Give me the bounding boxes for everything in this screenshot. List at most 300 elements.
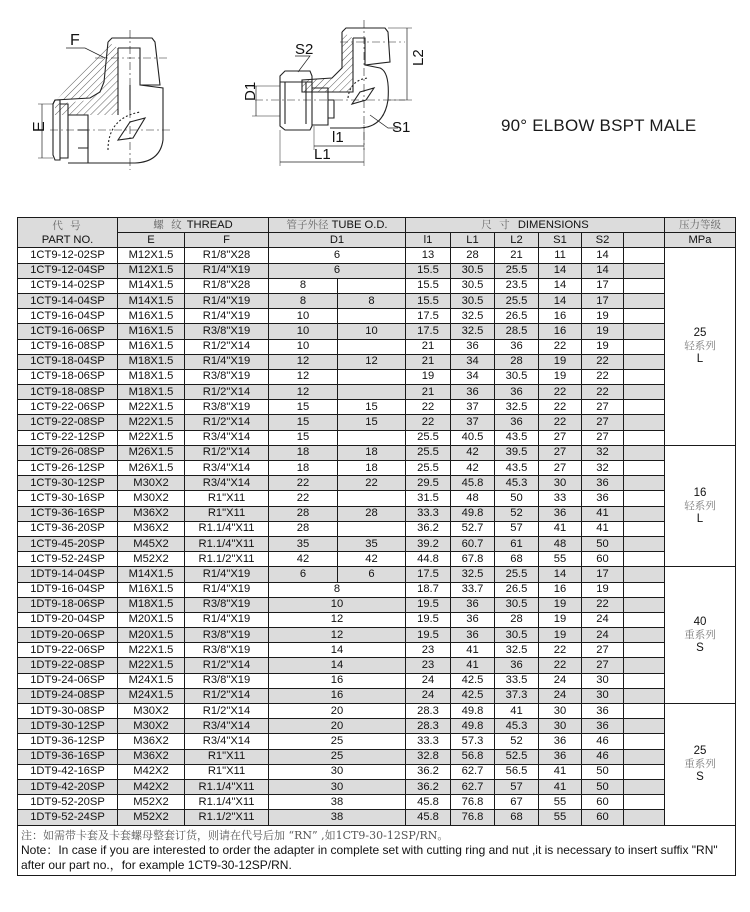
cell-thread-F: R1"X11 — [185, 764, 269, 779]
cell-S1: 14 — [539, 567, 582, 582]
cell-S2: 19 — [582, 309, 624, 324]
cell-part-no: 1DT9-36-16SP — [18, 749, 118, 764]
cell-D1: 25 — [269, 734, 406, 749]
cell-S2: 36 — [582, 491, 624, 506]
header-part-no — [18, 218, 118, 248]
cell-l1: 28.3 — [406, 719, 451, 734]
cell-S2: 41 — [582, 506, 624, 521]
product-title: 90° ELBOW BSPT MALE — [501, 116, 697, 135]
series-code: L — [696, 353, 704, 366]
cell-blank — [624, 688, 665, 703]
cell-l1: 15.5 — [406, 263, 451, 278]
cell-blank — [624, 324, 665, 339]
note-row — [18, 825, 736, 875]
cell-L2: 30.5 — [495, 597, 539, 612]
cell-S2: 32 — [582, 461, 624, 476]
cell-L2: 45.3 — [495, 476, 539, 491]
cell-blank — [624, 369, 665, 384]
cell-S2: 27 — [582, 643, 624, 658]
cell-l1: 33.3 — [406, 734, 451, 749]
cell-thread-F: R1.1/2"X11 — [185, 810, 269, 825]
cell-L1: 34 — [451, 354, 495, 369]
cell-part-no: 1CT9-22-06SP — [18, 400, 118, 415]
cell-L1: 37 — [451, 415, 495, 430]
cell-thread-E: M36X2 — [118, 506, 185, 521]
series-name-zh: 轻系列 — [684, 340, 716, 353]
cell-l1: 15.5 — [406, 293, 451, 308]
cell-S1: 24 — [539, 688, 582, 703]
cell-part-no: 1CT9-14-02SP — [18, 278, 118, 293]
cell-part-no: 1DT9-42-20SP — [18, 779, 118, 794]
table-row — [18, 658, 736, 673]
cell-D1-b: 12 — [338, 354, 406, 369]
cell-S2: 32 — [582, 445, 624, 460]
header-thread-en: THREAD — [186, 218, 233, 231]
cell-part-no: 1CT9-45-20SP — [18, 536, 118, 551]
cell-L2: 56.5 — [495, 764, 539, 779]
cell-thread-E: M18X1.5 — [118, 385, 185, 400]
cell-l1: 44.8 — [406, 552, 451, 567]
cell-part-no: 1CT9-18-08SP — [18, 385, 118, 400]
cell-D1-a: 10 — [269, 309, 338, 324]
cell-blank — [624, 719, 665, 734]
cell-part-no: 1CT9-36-20SP — [18, 521, 118, 536]
cell-S2: 22 — [582, 354, 624, 369]
cell-S2: 36 — [582, 704, 624, 719]
cell-thread-E: M52X2 — [118, 552, 185, 567]
header-MPa: MPa — [665, 233, 736, 248]
cell-blank — [624, 506, 665, 521]
cell-thread-E: M30X2 — [118, 719, 185, 734]
table-row — [18, 263, 736, 278]
cell-L2: 28.5 — [495, 324, 539, 339]
cell-l1: 28.3 — [406, 704, 451, 719]
cell-l1: 23 — [406, 658, 451, 673]
cell-part-no: 1CT9-36-16SP — [18, 506, 118, 521]
cell-L2: 30.5 — [495, 369, 539, 384]
cell-blank — [624, 795, 665, 810]
cell-thread-F: R3/8"X19 — [185, 597, 269, 612]
cell-S1: 48 — [539, 536, 582, 551]
cell-D1-a: 10 — [269, 339, 338, 354]
table-row — [18, 415, 736, 430]
cell-l1: 19.5 — [406, 597, 451, 612]
cell-D1-a: 8 — [269, 293, 338, 308]
cell-S1: 19 — [539, 628, 582, 643]
cell-L1: 41 — [451, 658, 495, 673]
cell-D1-b: 42 — [338, 552, 406, 567]
table-row — [18, 354, 736, 369]
cell-S2: 19 — [582, 339, 624, 354]
cell-thread-E: M18X1.5 — [118, 354, 185, 369]
cell-thread-F: R1/4"X19 — [185, 309, 269, 324]
table-row — [18, 445, 736, 460]
cell-blank — [624, 628, 665, 643]
cell-part-no: 1CT9-22-12SP — [18, 430, 118, 445]
cell-l1: 19 — [406, 369, 451, 384]
cell-S2: 19 — [582, 324, 624, 339]
cell-S1: 27 — [539, 430, 582, 445]
cell-S1: 41 — [539, 521, 582, 536]
cell-D1-a: 15 — [269, 415, 338, 430]
cell-L1: 33.7 — [451, 582, 495, 597]
header-D1: D1 — [269, 233, 406, 248]
cell-part-no: 1CT9-52-24SP — [18, 552, 118, 567]
cell-L2: 50 — [495, 491, 539, 506]
cell-blank — [624, 704, 665, 719]
header-F: F — [185, 233, 269, 248]
cell-S1: 22 — [539, 339, 582, 354]
cell-thread-E: M22X1.5 — [118, 400, 185, 415]
table-row — [18, 324, 736, 339]
table-row — [18, 795, 736, 810]
cell-l1: 23 — [406, 643, 451, 658]
cell-thread-E: M14X1.5 — [118, 278, 185, 293]
cell-D1: 38 — [269, 795, 406, 810]
cell-L1: 36 — [451, 339, 495, 354]
cell-thread-F: R1.1/2"X11 — [185, 552, 269, 567]
cell-D1: 10 — [269, 597, 406, 612]
cell-S1: 22 — [539, 658, 582, 673]
cell-L1: 48 — [451, 491, 495, 506]
cell-L2: 23.5 — [495, 278, 539, 293]
cell-l1: 17.5 — [406, 324, 451, 339]
cell-L1: 42 — [451, 461, 495, 476]
spec-table — [17, 217, 736, 876]
cell-S1: 30 — [539, 719, 582, 734]
cell-L1: 49.8 — [451, 719, 495, 734]
table-row — [18, 521, 736, 536]
note-en: Note：In case if you are interested to order the adapter in complete set with cutting ring and nut ,it is necessary to insert suffix "RN" after our part no.，for example 1CT9-30-12SP/RN. — [21, 842, 718, 872]
cell-thread-F: R1/2"X14 — [185, 658, 269, 673]
cell-thread-E: M20X1.5 — [118, 612, 185, 627]
table-row — [18, 749, 736, 764]
cell-blank — [624, 521, 665, 536]
cell-thread-E: M30X2 — [118, 476, 185, 491]
cell-S1: 19 — [539, 369, 582, 384]
cell-part-no: 1DT9-14-04SP — [18, 567, 118, 582]
cell-L2: 45.3 — [495, 719, 539, 734]
cell-L1: 52.7 — [451, 521, 495, 536]
cell-L2: 68 — [495, 810, 539, 825]
header-L2: L2 — [495, 233, 539, 248]
pressure-value: 25 — [693, 327, 707, 340]
cell-part-no: 1DT9-20-06SP — [18, 628, 118, 643]
pressure-group-cell — [665, 704, 736, 826]
cell-S2: 30 — [582, 673, 624, 688]
table-row — [18, 293, 736, 308]
cell-l1: 18.7 — [406, 582, 451, 597]
cell-thread-F: R3/4"X14 — [185, 430, 269, 445]
cell-blank — [624, 309, 665, 324]
cell-part-no: 1DT9-30-12SP — [18, 719, 118, 734]
cell-S1: 14 — [539, 278, 582, 293]
table-row — [18, 643, 736, 658]
header-row-2 — [18, 233, 736, 248]
header-l1: l1 — [406, 233, 451, 248]
cell-D1-a: 15 — [269, 400, 338, 415]
cell-D1: 6 — [269, 263, 406, 278]
cell-l1: 25.5 — [406, 430, 451, 445]
cell-L2: 26.5 — [495, 309, 539, 324]
cell-l1: 39.2 — [406, 536, 451, 551]
table-row — [18, 719, 736, 734]
cell-D1-a: 18 — [269, 445, 338, 460]
cell-part-no: 1CT9-18-06SP — [18, 369, 118, 384]
cell-thread-F: R1"X11 — [185, 506, 269, 521]
cell-L1: 62.7 — [451, 764, 495, 779]
cell-part-no: 1DT9-24-06SP — [18, 673, 118, 688]
cell-L2: 25.5 — [495, 263, 539, 278]
cell-L2: 28 — [495, 612, 539, 627]
pressure-group-cell — [665, 248, 736, 445]
cell-thread-E: M16X1.5 — [118, 324, 185, 339]
cell-S1: 41 — [539, 764, 582, 779]
cell-l1: 24 — [406, 673, 451, 688]
cell-thread-E: M16X1.5 — [118, 309, 185, 324]
cell-part-no: 1DT9-42-16SP — [18, 764, 118, 779]
header-tube-od — [269, 218, 406, 233]
cell-D1-b — [338, 491, 406, 506]
cell-thread-E: M26X1.5 — [118, 445, 185, 460]
label-E: E — [31, 121, 48, 132]
series-name-zh: 重系列 — [684, 757, 716, 770]
pressure-value: 16 — [693, 486, 707, 499]
cell-thread-E: M22X1.5 — [118, 415, 185, 430]
cell-part-no: 1CT9-30-12SP — [18, 476, 118, 491]
cell-S2: 46 — [582, 734, 624, 749]
cell-L1: 49.8 — [451, 506, 495, 521]
cell-S2: 22 — [582, 597, 624, 612]
cell-L2: 52.5 — [495, 749, 539, 764]
cell-part-no: 1DT9-24-08SP — [18, 688, 118, 703]
header-dimensions — [406, 218, 665, 233]
cell-thread-E: M42X2 — [118, 779, 185, 794]
cell-thread-E: M14X1.5 — [118, 293, 185, 308]
cell-D1-a: 10 — [269, 324, 338, 339]
cell-thread-E: M12X1.5 — [118, 263, 185, 278]
cell-L1: 40.5 — [451, 430, 495, 445]
cell-blank — [624, 445, 665, 460]
cell-L2: 36 — [495, 658, 539, 673]
cell-l1: 21 — [406, 354, 451, 369]
header-thread — [118, 218, 269, 233]
cell-D1-a: 8 — [269, 278, 338, 293]
cell-L1: 32.5 — [451, 324, 495, 339]
cell-D1: 20 — [269, 719, 406, 734]
cell-L2: 37.3 — [495, 688, 539, 703]
header-E: E — [118, 233, 185, 248]
header-S2: S2 — [582, 233, 624, 248]
table-row — [18, 567, 736, 582]
series-name-zh: 轻系列 — [684, 499, 716, 512]
cell-thread-F: R1/4"X19 — [185, 567, 269, 582]
cell-l1: 22 — [406, 415, 451, 430]
cell-L2: 52 — [495, 506, 539, 521]
cell-blank — [624, 491, 665, 506]
cell-D1-b — [338, 385, 406, 400]
cell-S1: 27 — [539, 461, 582, 476]
cell-L2: 43.5 — [495, 430, 539, 445]
table-row — [18, 734, 736, 749]
cell-D1: 20 — [269, 704, 406, 719]
cell-thread-F: R1/4"X19 — [185, 582, 269, 597]
table-row — [18, 673, 736, 688]
cell-thread-F: R3/4"X14 — [185, 719, 269, 734]
label-L2: L2 — [410, 49, 427, 66]
cell-thread-E: M30X2 — [118, 704, 185, 719]
cell-D1: 16 — [269, 688, 406, 703]
cell-S2: 24 — [582, 612, 624, 627]
cell-S2: 17 — [582, 278, 624, 293]
cell-part-no: 1CT9-12-02SP — [18, 248, 118, 263]
cell-S1: 19 — [539, 354, 582, 369]
cell-l1: 19.5 — [406, 628, 451, 643]
table-row — [18, 597, 736, 612]
cell-blank — [624, 461, 665, 476]
label-F: F — [70, 32, 80, 49]
cell-S1: 16 — [539, 309, 582, 324]
cell-blank — [624, 278, 665, 293]
table-row — [18, 369, 736, 384]
cell-L1: 32.5 — [451, 309, 495, 324]
cell-thread-F: R3/8"X19 — [185, 369, 269, 384]
cell-L2: 30.5 — [495, 628, 539, 643]
cell-L2: 32.5 — [495, 400, 539, 415]
cell-thread-E: M36X2 — [118, 734, 185, 749]
cell-part-no: 1CT9-16-06SP — [18, 324, 118, 339]
cell-part-no: 1DT9-30-08SP — [18, 704, 118, 719]
cell-S1: 36 — [539, 506, 582, 521]
cell-D1-b — [338, 430, 406, 445]
cell-S1: 11 — [539, 248, 582, 263]
cell-l1: 17.5 — [406, 309, 451, 324]
cell-part-no: 1DT9-16-04SP — [18, 582, 118, 597]
cell-thread-E: M42X2 — [118, 764, 185, 779]
cell-D1-b — [338, 278, 406, 293]
cell-S1: 19 — [539, 612, 582, 627]
cell-blank — [624, 749, 665, 764]
table-row — [18, 764, 736, 779]
cell-L1: 49.8 — [451, 704, 495, 719]
cell-thread-F: R1/2"X14 — [185, 688, 269, 703]
cell-thread-F: R3/4"X14 — [185, 461, 269, 476]
cell-S2: 41 — [582, 521, 624, 536]
cell-L2: 36 — [495, 339, 539, 354]
cell-L1: 45.8 — [451, 476, 495, 491]
cell-L2: 36 — [495, 415, 539, 430]
cell-blank — [624, 339, 665, 354]
cell-D1: 30 — [269, 779, 406, 794]
cell-L1: 57.3 — [451, 734, 495, 749]
cell-D1: 6 — [269, 248, 406, 263]
elbow-drawing-left — [0, 0, 250, 200]
cell-thread-E: M30X2 — [118, 491, 185, 506]
table-row — [18, 461, 736, 476]
cell-thread-F: R1/8"X28 — [185, 248, 269, 263]
cell-thread-E: M24X1.5 — [118, 688, 185, 703]
cell-thread-F: R1/4"X19 — [185, 612, 269, 627]
cell-part-no: 1CT9-18-04SP — [18, 354, 118, 369]
cell-blank — [624, 810, 665, 825]
cell-L1: 30.5 — [451, 293, 495, 308]
cell-thread-F: R1.1/4"X11 — [185, 795, 269, 810]
cell-S2: 60 — [582, 795, 624, 810]
cell-blank — [624, 673, 665, 688]
cell-thread-F: R1/2"X14 — [185, 385, 269, 400]
cell-blank — [624, 536, 665, 551]
cell-S1: 55 — [539, 552, 582, 567]
cell-D1: 12 — [269, 628, 406, 643]
cell-D1: 38 — [269, 810, 406, 825]
cell-D1: 14 — [269, 643, 406, 658]
table-row — [18, 688, 736, 703]
cell-L1: 30.5 — [451, 263, 495, 278]
cell-part-no: 1CT9-14-04SP — [18, 293, 118, 308]
cell-L2: 57 — [495, 521, 539, 536]
cell-D1-b: 15 — [338, 415, 406, 430]
cell-blank — [624, 293, 665, 308]
table-row — [18, 628, 736, 643]
cell-D1-a: 15 — [269, 430, 338, 445]
pressure-value: 25 — [693, 744, 707, 757]
cell-S1: 16 — [539, 582, 582, 597]
table-row — [18, 491, 736, 506]
cell-D1-a: 22 — [269, 476, 338, 491]
header-tube-en: TUBE O.D. — [331, 218, 388, 231]
cell-blank — [624, 430, 665, 445]
header-part-zh: 代 号 — [52, 219, 83, 232]
cell-L2: 36 — [495, 385, 539, 400]
cell-S1: 41 — [539, 779, 582, 794]
cell-thread-F: R3/4"X14 — [185, 476, 269, 491]
cell-l1: 29.5 — [406, 476, 451, 491]
cell-S2: 50 — [582, 536, 624, 551]
cell-thread-E: M16X1.5 — [118, 339, 185, 354]
cell-L2: 25.5 — [495, 293, 539, 308]
label-L1: L1 — [314, 146, 331, 163]
table-row — [18, 536, 736, 551]
cell-D1-a: 28 — [269, 506, 338, 521]
cell-part-no: 1DT9-36-12SP — [18, 734, 118, 749]
cell-thread-F: R1/8"X28 — [185, 278, 269, 293]
cell-part-no: 1DT9-52-20SP — [18, 795, 118, 810]
cell-S1: 16 — [539, 324, 582, 339]
cell-blank — [624, 597, 665, 612]
cell-D1-b: 22 — [338, 476, 406, 491]
cell-l1: 19.5 — [406, 612, 451, 627]
cell-blank — [624, 263, 665, 278]
cell-thread-F: R3/8"X19 — [185, 643, 269, 658]
cell-S2: 27 — [582, 415, 624, 430]
cell-S1: 36 — [539, 734, 582, 749]
cell-part-no: 1DT9-22-06SP — [18, 643, 118, 658]
cell-blank — [624, 354, 665, 369]
cell-S2: 60 — [582, 810, 624, 825]
cell-L1: 34 — [451, 369, 495, 384]
cell-thread-F: R3/4"X14 — [185, 734, 269, 749]
cell-thread-F: R1.1/4"X11 — [185, 536, 269, 551]
cell-thread-F: R1/2"X14 — [185, 415, 269, 430]
cell-thread-E: M36X2 — [118, 749, 185, 764]
cell-D1: 25 — [269, 749, 406, 764]
cell-L1: 32.5 — [451, 567, 495, 582]
cell-D1: 8 — [269, 582, 406, 597]
cell-blank — [624, 552, 665, 567]
table-row — [18, 385, 736, 400]
cell-thread-F: R1/4"X19 — [185, 263, 269, 278]
cell-S1: 30 — [539, 476, 582, 491]
